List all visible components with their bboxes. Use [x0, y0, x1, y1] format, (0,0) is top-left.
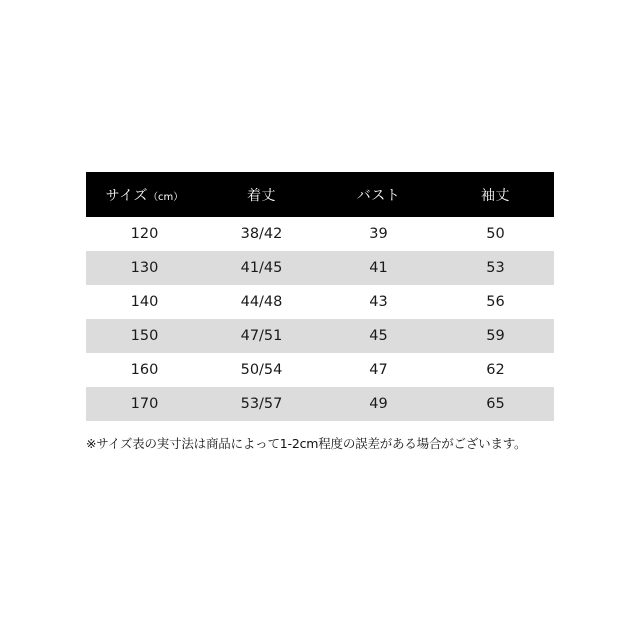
column-header-bust-label: バスト: [356, 187, 401, 204]
cell-length: 50/54: [240, 362, 283, 378]
size-disclaimer-note: ※サイズ表の実寸法は商品によって1-2cm程度の誤差がある場合がございます。: [86, 436, 527, 451]
table-row: [86, 387, 554, 421]
cell-bust: 39: [369, 226, 388, 242]
table-row: [86, 319, 554, 353]
cell-bust: 43: [369, 294, 388, 310]
cell-size: 140: [130, 294, 159, 310]
table-row: [86, 251, 554, 285]
cell-sleeve: 53: [486, 260, 505, 276]
column-header-length-label: 着丈: [247, 187, 276, 204]
cell-bust: 49: [369, 396, 388, 412]
table-row: [86, 217, 554, 251]
cell-sleeve: 56: [486, 294, 505, 310]
column-header-size-label: サイズ: [105, 187, 149, 204]
column-header-sleeve-label: 袖丈: [481, 187, 510, 204]
cell-bust: 41: [369, 260, 388, 276]
cell-sleeve: 65: [486, 396, 505, 412]
cell-bust: 47: [369, 362, 388, 378]
table-row: [86, 285, 554, 319]
cell-size: 150: [130, 328, 159, 344]
size-table-head: [86, 172, 554, 217]
column-header-length: [203, 172, 320, 217]
cell-sleeve: 62: [486, 362, 505, 378]
size-table: [86, 172, 554, 421]
cell-length: 47/51: [240, 328, 283, 344]
cell-size: 120: [130, 226, 159, 242]
size-table-header-row: [86, 172, 554, 217]
cell-size: 130: [130, 260, 159, 276]
cell-size: 160: [130, 362, 159, 378]
column-header-sleeve: [437, 172, 554, 217]
column-header-bust: [320, 172, 437, 217]
cell-length: 41/45: [240, 260, 283, 276]
cell-size: 170: [130, 396, 159, 412]
cell-sleeve: 59: [486, 328, 505, 344]
cell-sleeve: 50: [486, 226, 505, 242]
cell-length: 53/57: [240, 396, 283, 412]
cell-length: 38/42: [240, 226, 283, 242]
size-table-container: [86, 172, 554, 421]
size-table-body: [86, 217, 554, 421]
column-header-size-unit: （cm）: [148, 191, 184, 203]
column-header-size: [86, 172, 203, 217]
table-row: [86, 353, 554, 387]
cell-bust: 45: [369, 328, 388, 344]
cell-length: 44/48: [240, 294, 283, 310]
